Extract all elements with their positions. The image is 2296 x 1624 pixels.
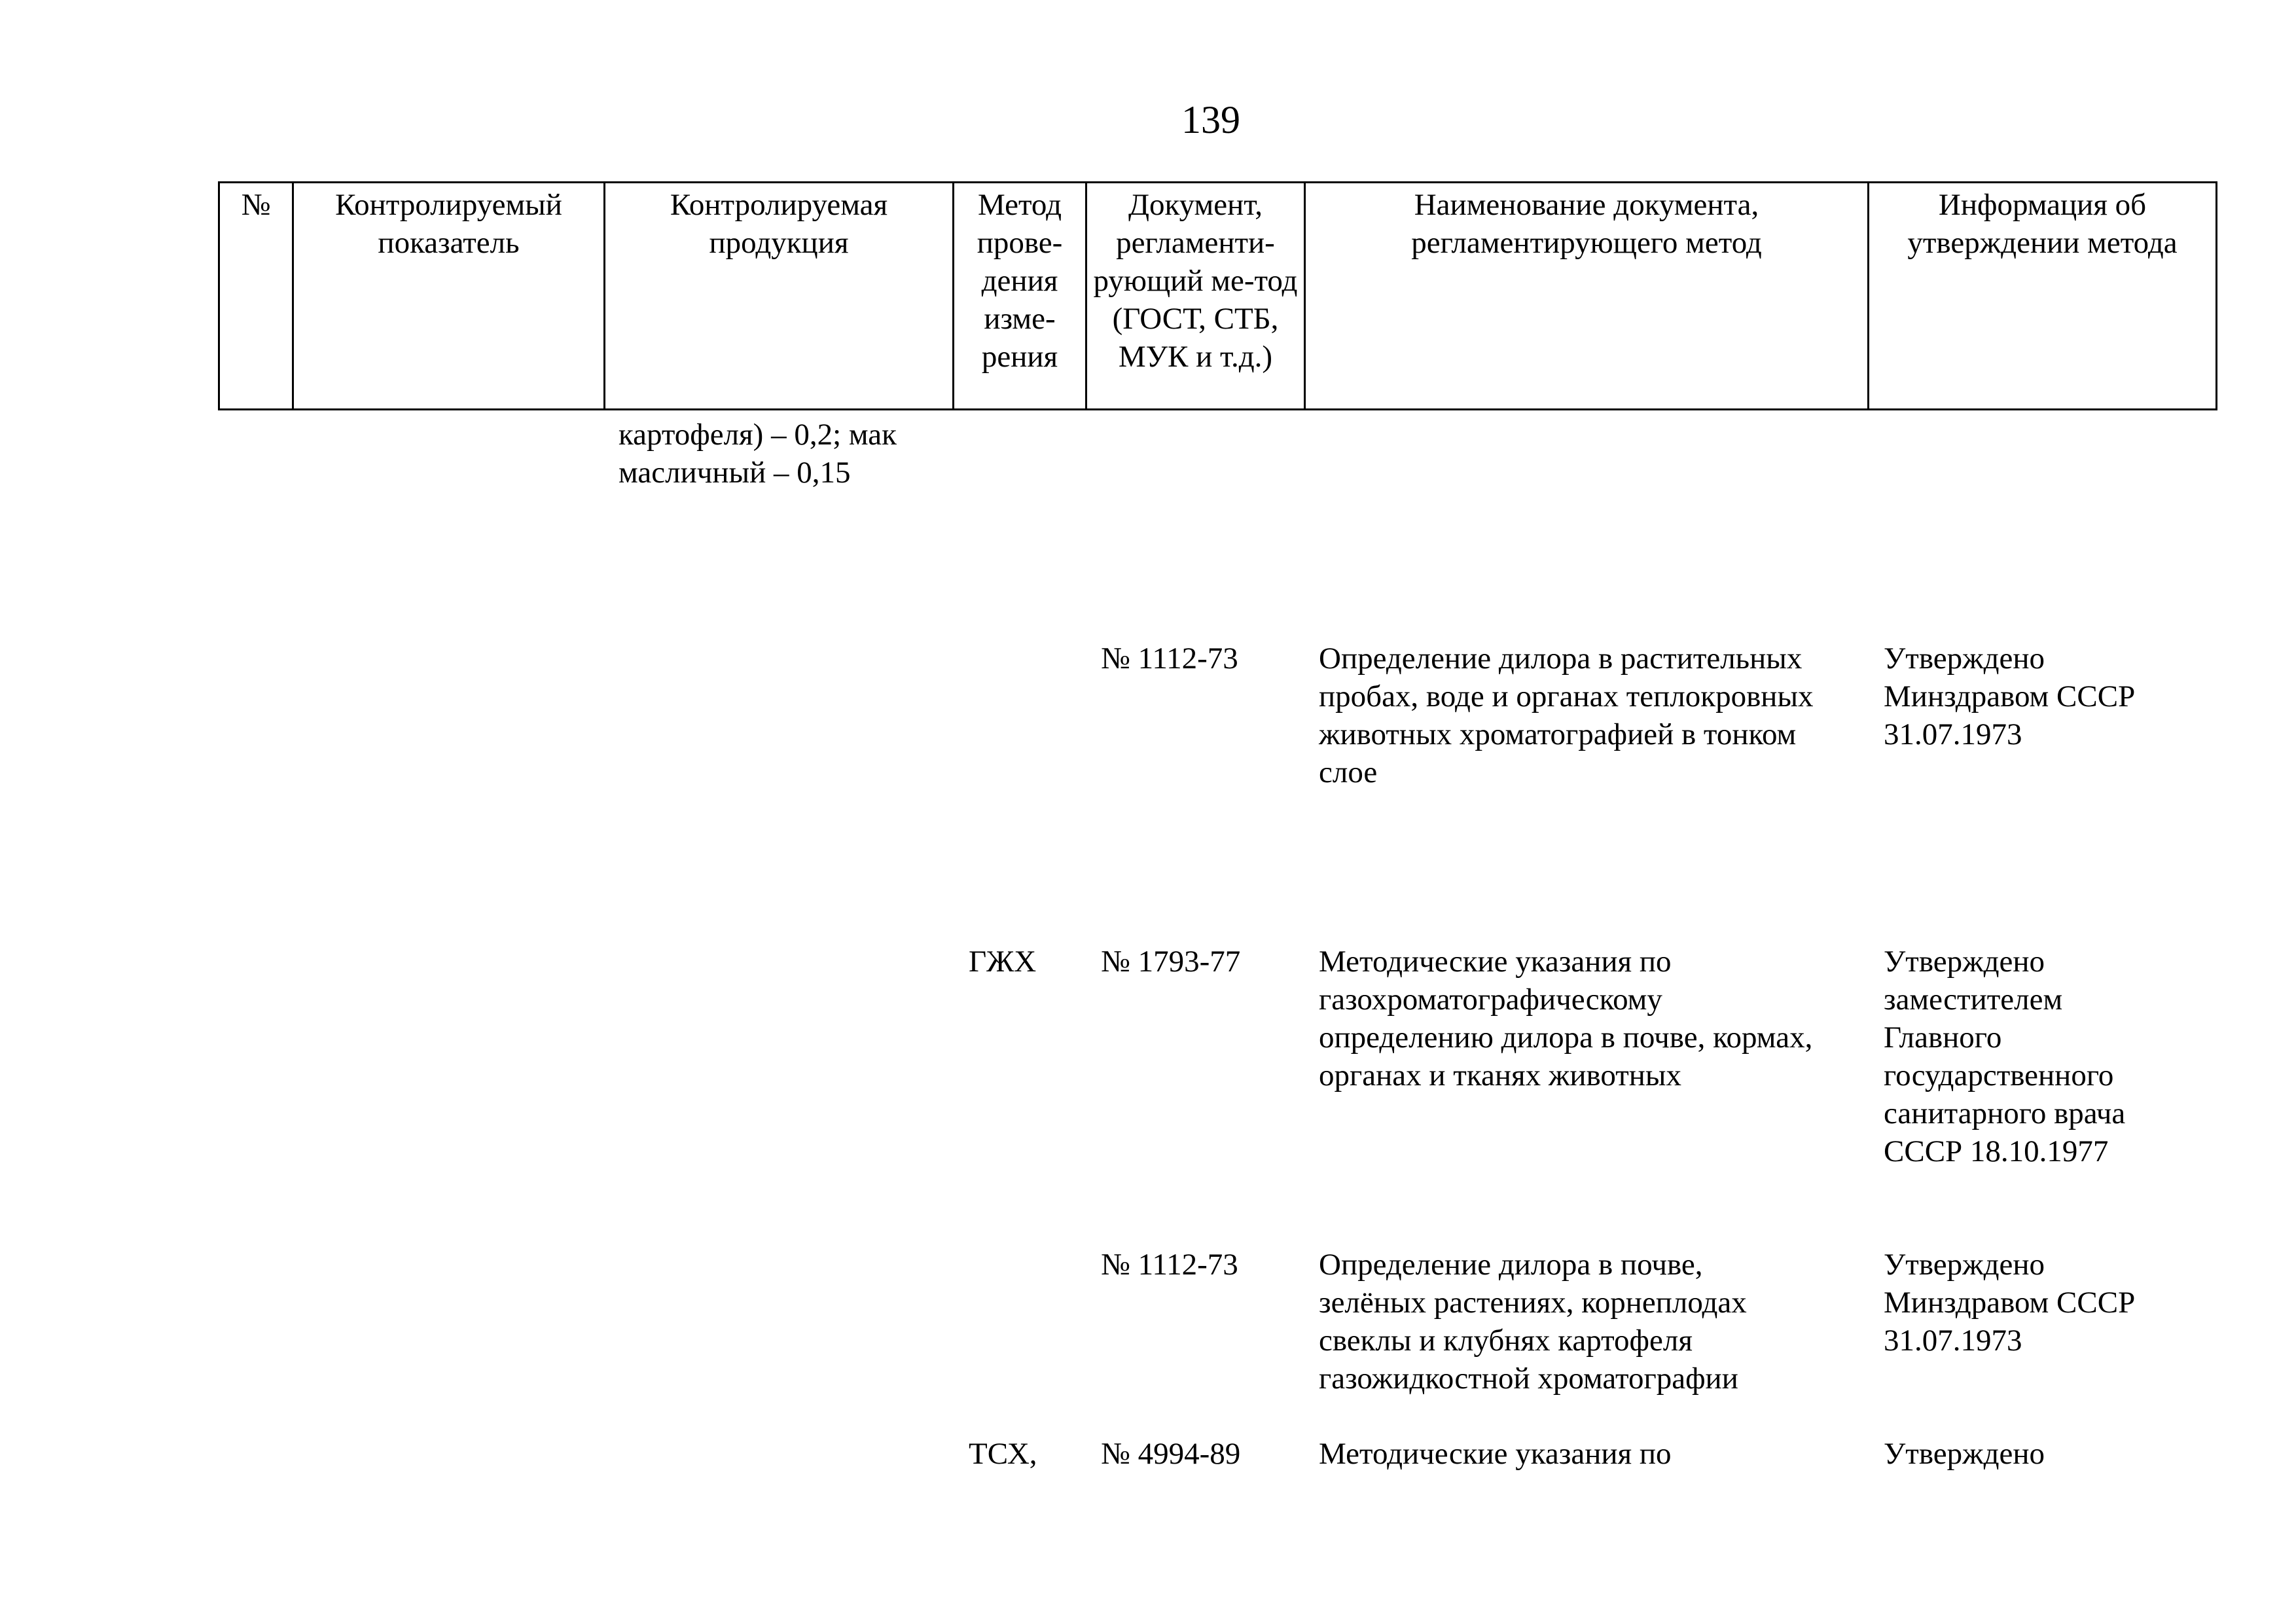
header-indicator: Контролируемый показатель — [293, 183, 605, 410]
row-doc-name: Методические указания по — [1319, 1437, 1672, 1471]
header-doc-name: Наименование документа, регламентирующего метод — [1305, 183, 1869, 410]
row-approval: Утверждено Минздравом СССР 31.07.1973 — [1884, 641, 2136, 751]
page-number: 139 — [1181, 98, 1240, 141]
row-document: № 1112-73 — [1101, 1248, 1238, 1282]
row-document: № 4994-89 — [1101, 1437, 1241, 1471]
continuation-product: картофеля) – 0,2; мак масличный – 0,15 — [619, 418, 897, 490]
row-approval: Утверждено — [1884, 1437, 2045, 1471]
row-doc-name: Определение дилора в почве, зелёных растениях, корнеплодах свеклы и клубнях картофеля газожидкостной хроматографии — [1319, 1248, 1747, 1396]
row-approval: Утверждено заместителем Главного государственного санитарного врача СССР 18.10.1977 — [1884, 945, 2126, 1168]
row-approval: Утверждено Минздравом СССР 31.07.1973 — [1884, 1248, 2136, 1358]
header-product: Контролируемая продукция — [605, 183, 954, 410]
header-document: Документ, регламенти-рующий ме-тод (ГОСТ, СТБ, МУК и т.д.) — [1086, 183, 1305, 410]
header-num: № — [219, 183, 293, 410]
row-doc-name: Определение дилора в растительных пробах, воде и органах теплокровных животных хроматографией в тонком слое — [1319, 641, 1814, 789]
row-document: № 1112-73 — [1101, 641, 1238, 676]
header-method: Метод прове-дения изме-рения — [954, 183, 1086, 410]
header-approval: Информация об утверждении метода — [1869, 183, 2217, 410]
table-header — [218, 181, 2217, 410]
row-method: ГЖХ — [969, 945, 1037, 979]
row-doc-name: Методические указания по газохроматографическому определению дилора в почве, кормах, органах и тканях животных — [1319, 945, 1813, 1092]
row-method: ТСХ, — [969, 1437, 1037, 1471]
row-document: № 1793-77 — [1101, 945, 1241, 979]
